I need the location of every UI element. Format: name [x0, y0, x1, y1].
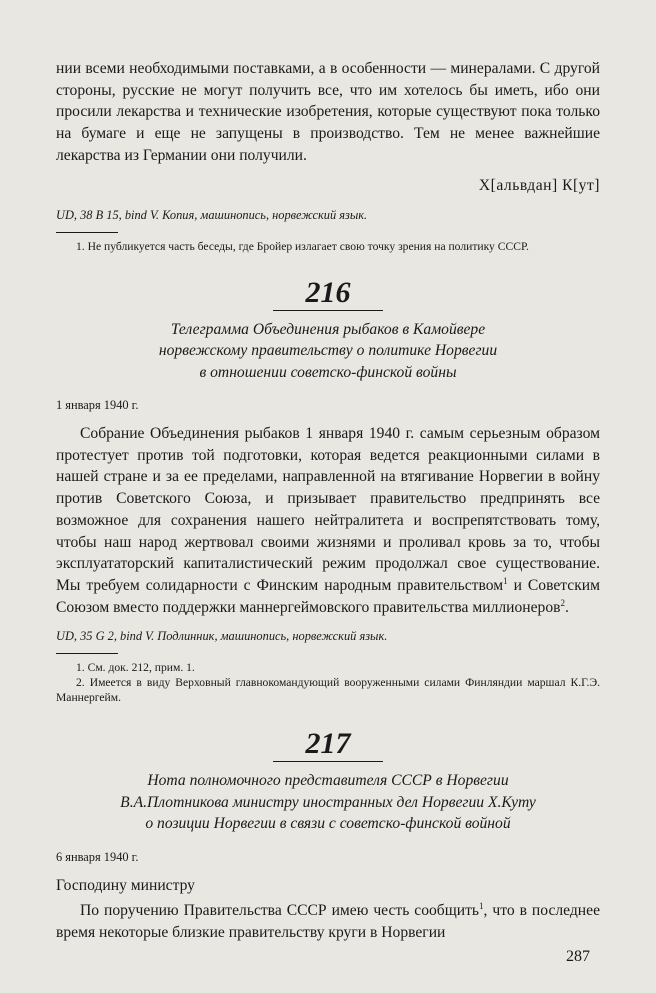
footnote-mark: 1 — [503, 575, 508, 586]
doc-216-title-line-3: в отношении советско-финской войны — [199, 363, 457, 381]
intro-footnote-1: 1. Не публикуется часть беседы, где Бройер излагает свою точку зрения на политику СССР. — [76, 239, 529, 253]
doc-216-title-line-1: Телеграмма Объединения рыбаков в Камойвере — [170, 320, 486, 338]
doc-216-body — [56, 423, 600, 618]
doc-216-body-part-2: и Советским Союзом вместо поддержки маннергеймовского правительства миллионеров — [56, 576, 601, 616]
doc-217-date: 6 января 1940 г. — [56, 849, 139, 864]
doc-216-number-underline — [273, 310, 383, 311]
document-page — [56, 58, 600, 943]
page-number: 287 — [566, 948, 590, 965]
intro-source-note: UD, 38 B 15, bind V. Копия, машинопись, норвежский язык. — [56, 207, 368, 222]
doc-217-salutation: Господину министру — [56, 876, 195, 894]
doc-217-body — [56, 900, 600, 943]
doc-216-body-part-3: . — [565, 598, 569, 616]
doc-217-body-part-1: По поручению Правительства СССР имею честь сообщить — [80, 901, 480, 919]
doc-216-footnote-1: 1. См. док. 212, прим. 1. — [76, 661, 195, 675]
doc-216-footnote-2: 2. Имеется в виду Верховный главнокомандующий вооруженными силами Финляндии маршал К.Г.Э. Маннергейм. — [56, 676, 600, 705]
doc-216-date: 1 января 1940 г. — [56, 398, 139, 413]
intro-signature: Х[альвдан] К[ут] — [478, 176, 600, 194]
doc-217-title-line-3: о позиции Норвегии в связи с советско-финской войной — [145, 815, 511, 833]
intro-paragraph: нии всеми необходимыми поставками, а в особенности — минералами. С другой стороны, русские не могут получить все, что им хотелось бы иметь, ибо они просили лекарства и технические изобретения, которые существуют пока только на бумаге и еще не запущены в производство. Тем не менее важнейшие лекарства из Германии они получили. — [56, 60, 600, 164]
footnote-divider — [56, 232, 118, 233]
doc-217-number: 217 — [305, 727, 351, 761]
doc-216-body-part-1: Собрание Объединения рыбаков 1 января 1940 г. самым серьезным образом протестует против той подготовки, которая ведется реакционными силами в нашей стране и за ее пределами, направленной на втягивание Норвегии в войну против Советского Союза, и призывает правительство предпринять все возможное для сохранения нашего нейтралитета и воспрепятствовать тому, чтобы наш народ жертвовал своими жизнями и проливал кровь за то, чтобы эксплуататорский капиталистический режим продолжал свое существование. Мы требуем солидарности с Финским народным правительством — [56, 425, 600, 594]
doc-216-number: 216 — [305, 275, 351, 309]
doc-216-source-note: UD, 35 G 2, bind V. Подлинник, машинопись, норвежский язык. — [56, 629, 388, 644]
footnote-mark: 1 — [479, 900, 484, 911]
doc-216-title-line-2: норвежскому правительству о политике Норвегии — [158, 342, 498, 360]
doc-217-title-line-2: В.А.Плотникова министру иностранных дел Норвегии Х.Куту — [120, 793, 536, 811]
doc-217-body-part-2: , что в последнее время некоторые близкие правительству круги в Норвегии — [56, 901, 600, 941]
doc-217-title-line-1: Нота полномочного представителя СССР в Норвегии — [147, 772, 509, 790]
footnote-mark: 2 — [560, 597, 565, 608]
footnote-divider — [56, 653, 118, 654]
doc-217-number-underline — [273, 761, 383, 762]
